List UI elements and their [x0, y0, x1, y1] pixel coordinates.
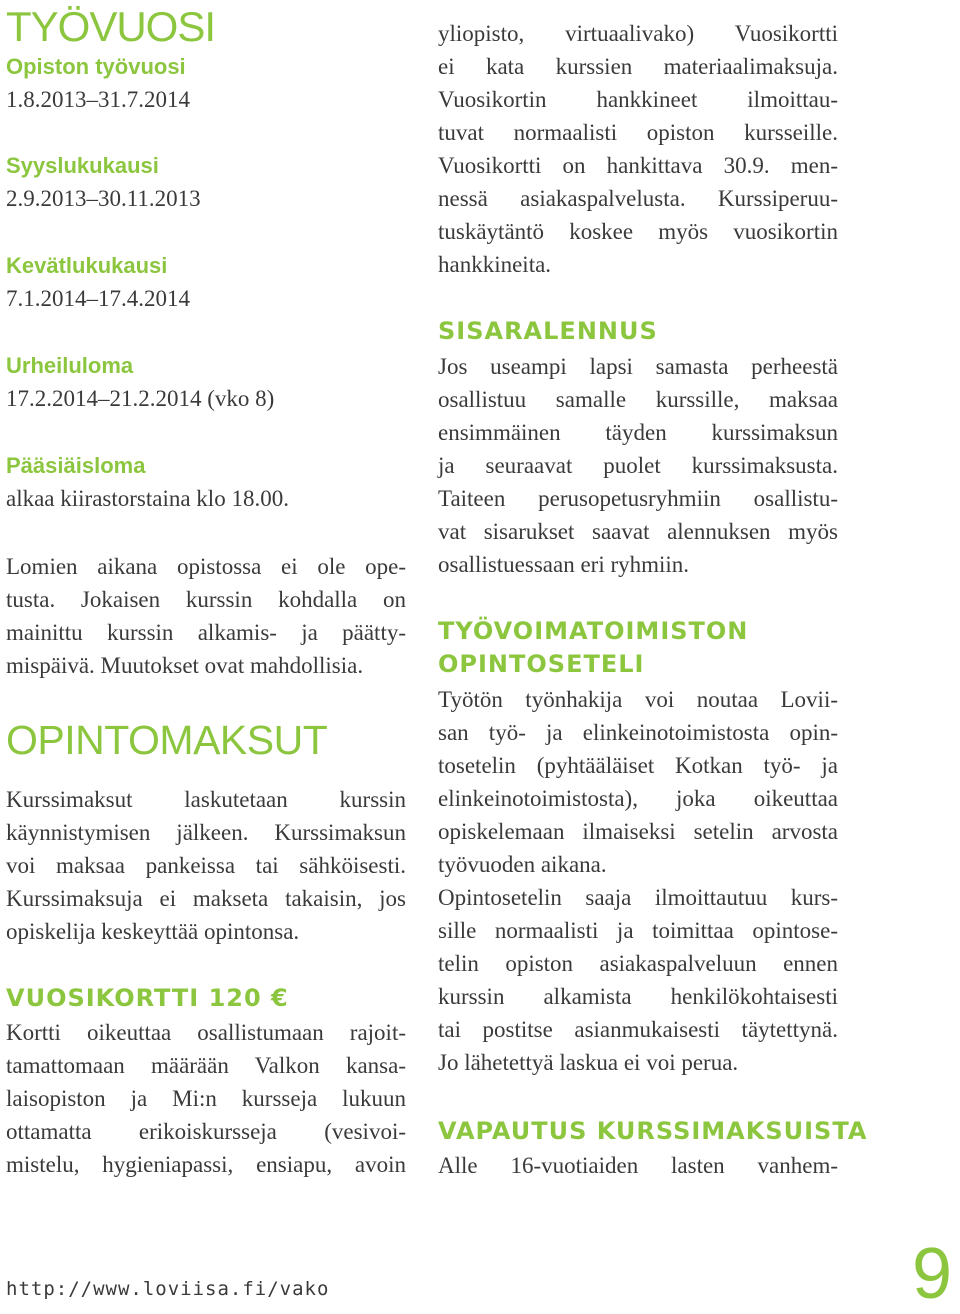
vapautus-heading: VAPAUTUS KURSSIMAKSUISTA [438, 1117, 868, 1145]
sisaralennus-text [438, 350, 838, 581]
sisaralennus-line: Taiteen perusopetusryhmiin osallistu- [438, 486, 838, 511]
opintoseteli-line: työvuoden aikana. [438, 852, 607, 877]
sisaralennus-line: vat sisarukset saavat alennuksen myös [438, 519, 838, 544]
opintoseteli-line: telin opiston asiakaspalveluun ennen [438, 951, 838, 976]
vapautus-text [438, 1149, 838, 1182]
sisaralennus-line: osallistuu samalle kurssille, maksaa [438, 387, 838, 412]
schedule-label-paasiaisloma: Pääsiäisloma [6, 453, 146, 478]
opintomaksut-heading: OPINTOMAKSUT [6, 717, 328, 763]
schedule-value-paasiaisloma: alkaa kiirastorstaina klo 18.00. [6, 486, 289, 511]
opintoseteli-line: tai postitse asianmukaisesti täytettynä. [438, 1017, 838, 1042]
opintomaksut-line: Kurssimaksut laskutetaan kurssin [6, 787, 406, 812]
opintoseteli-line: elinkeinotoimistosta), joka oikeuttaa [438, 786, 838, 811]
holidays-note-line: mispäivä. Muutokset ovat mahdollisia. [6, 653, 364, 678]
vuosikortti-line: mistelu, hygieniapassi, ensiapu, avoin [6, 1152, 406, 1177]
opintoseteli-heading-2: OPINTOSETELI [438, 650, 645, 678]
vuosikortti-heading: VUOSIKORTTI 120 € [6, 984, 289, 1012]
holidays-note-line: tusta. Jokaisen kurssin kohdalla on [6, 587, 406, 612]
opintoseteli-line: Jo lähetettyä laskua ei voi perua. [438, 1050, 739, 1075]
schedule-value-tyovuosi: 1.8.2013–31.7.2014 [6, 87, 190, 112]
vuosikortti-line: Kortti oikeuttaa osallistumaan rajoit- [6, 1020, 406, 1045]
schedule-value-urheiluloma: 17.2.2014–21.2.2014 (vko 8) [6, 386, 275, 411]
vuosikortti-line: laisopiston ja Mi:n kursseja lukuun [6, 1086, 406, 1111]
opintomaksut-line: käynnistymisen jälkeen. Kurssimaksun [6, 820, 406, 845]
schedule-value-syyslukukausi: 2.9.2013–30.11.2013 [6, 186, 201, 211]
opintomaksut-text [6, 783, 406, 948]
schedule-label-tyovuosi: Opiston työvuosi [6, 54, 186, 79]
schedule-value-kevatlukukausi: 7.1.2014–17.4.2014 [6, 286, 190, 311]
opintoseteli-line: kurssin alkamista henkilökohtaisesti [438, 984, 838, 1009]
vuosikortti-text [6, 1016, 406, 1181]
opintoseteli-line: tosetelin (pyhtääläiset Kotkan työ- ja [438, 753, 838, 778]
opintomaksut-line: opiskelija keskeyttää opintonsa. [6, 919, 300, 944]
schedule-label-kevatlukukausi: Kevätlukukausi [6, 253, 168, 278]
opintoseteli-line: Työtön työnhakija voi noutaa Lovii- [438, 687, 838, 712]
opintoseteli-line: opiskelemaan ilmaiseksi setelin arvosta [438, 819, 838, 844]
opintomaksut-line: Kurssimaksuja ei makseta takaisin, jos [6, 886, 406, 911]
opintoseteli-line: san työ- ja elinkeinotoimistosta opin- [438, 720, 838, 745]
holidays-note-line: Lomien aikana opistossa ei ole ope- [6, 554, 406, 579]
vuosikortti-line: hankkineita. [438, 252, 552, 277]
holidays-note-line: mainittu kurssin alkamis- ja päätty- [6, 620, 406, 645]
sisaralennus-line: Jos useampi lapsi samasta perheestä [438, 354, 838, 379]
holidays-note [6, 550, 406, 682]
sisaralennus-heading: SISARALENNUS [438, 317, 658, 345]
sisaralennus-line: ensimmäinen täyden kurssimaksun [438, 420, 838, 445]
sisaralennus-line: osallistuessaan eri ryhmiin. [438, 552, 690, 577]
opintoseteli-text [438, 683, 838, 1079]
vuosikortti-continued-text [438, 17, 838, 281]
vuosikortti-line: Vuosikortti on hankittava 30.9. men- [438, 153, 838, 178]
schedule-label-urheiluloma: Urheiluloma [6, 353, 134, 378]
footer-url-link[interactable]: http://www.loviisa.fi/vako [6, 1278, 330, 1300]
vuosikortti-line: nessä asiakaspalvelusta. Kurssiperuu- [438, 186, 838, 211]
vuosikortti-line: tamattomaan määrään Valkon kansa- [6, 1053, 406, 1078]
schedule-label-syyslukukausi: Syyslukukausi [6, 153, 159, 178]
vuosikortti-line: yliopisto, virtuaalivako) Vuosikortti [438, 21, 838, 46]
opintoseteli-line: sille normaalisti ja toimittaa opintose- [438, 918, 838, 943]
vapautus-line: Alle 16-vuotiaiden lasten vanhem- [438, 1153, 838, 1178]
opintomaksut-line: voi maksaa pankeissa tai sähköisesti. [6, 853, 406, 878]
page-number: 9 [912, 1234, 953, 1314]
vuosikortti-line: tuskäytäntö koskee myös vuosikortin [438, 219, 838, 244]
vuosikortti-line: Vuosikortin hankkineet ilmoittau- [438, 87, 838, 112]
opintoseteli-line: Opintosetelin saaja ilmoittautuu kurs- [438, 885, 838, 910]
vuosikortti-line: ottamatta erikoiskursseja (vesivoi- [6, 1119, 406, 1144]
page-title: TYÖVUOSI [6, 3, 216, 50]
vuosikortti-line: tuvat normaalisti opiston kursseille. [438, 120, 838, 145]
vuosikortti-line: ei kata kurssien materiaalimaksuja. [438, 54, 838, 79]
sisaralennus-line: ja seuraavat puolet kurssimaksusta. [438, 453, 838, 478]
opintoseteli-heading-1: TYÖVOIMATOIMISTON [438, 617, 749, 645]
